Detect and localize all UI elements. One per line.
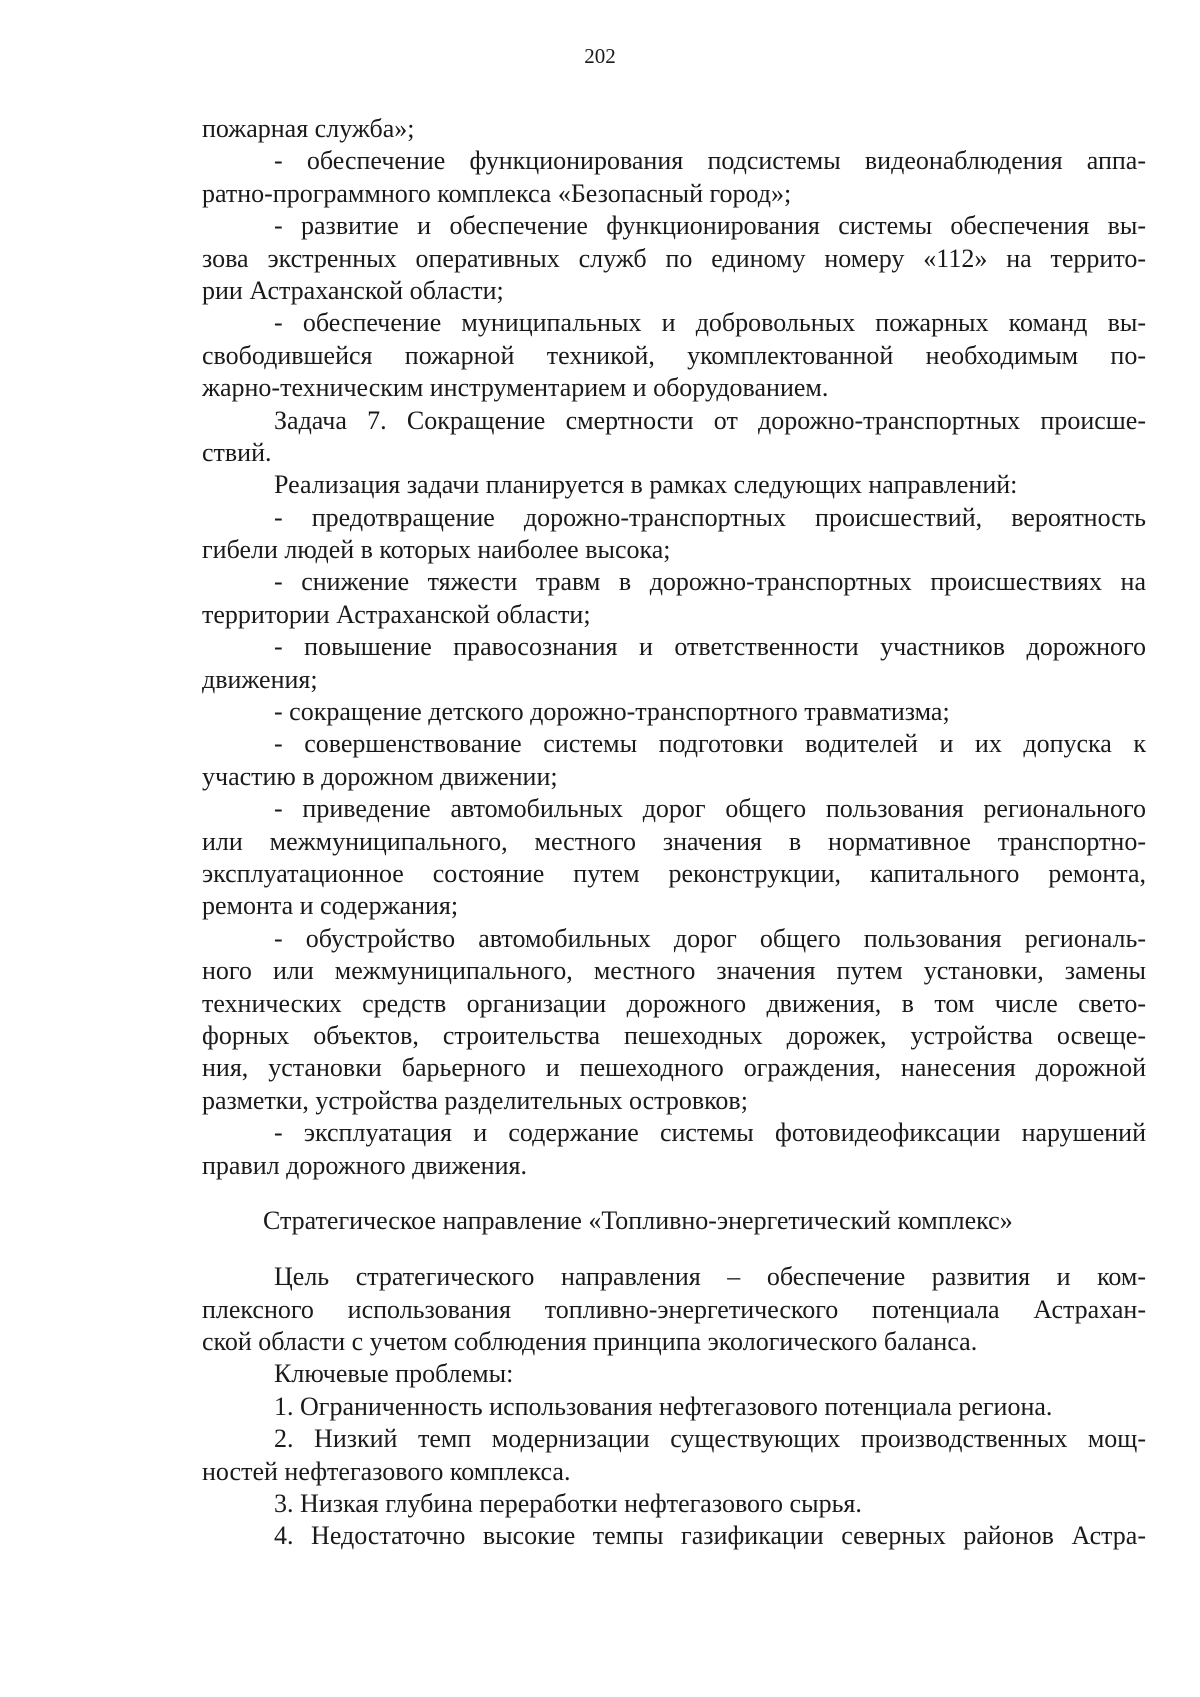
- text-line: 4. Недостаточно высокие темпы газификации северных районов Астра-: [274, 1521, 1146, 1551]
- text-line: - приведение автомобильных дорог общего пользования регионального: [274, 794, 1146, 824]
- text-line: - эксплуатация и содержание системы фотовидеофиксации нарушений: [274, 1118, 1146, 1148]
- section-heading: Стратегическое направление «Топливно-энергетический комплекс»: [263, 1205, 1013, 1235]
- text-line: 2. Низкий темп модернизации существующих производственных мощ-: [274, 1424, 1146, 1454]
- text-line: Задача 7. Сокращение смертности от дорожно-транспортных происше-: [274, 405, 1146, 435]
- text-line: участию в дорожном движении;: [202, 761, 558, 791]
- text-line: - обеспечение функционирования подсистемы видеонаблюдения аппа-: [274, 146, 1146, 176]
- text-line: технических средств организации дорожного движения, в том числе свето-: [202, 988, 1146, 1018]
- text-line: - обустройство автомобильных дорог общего пользования региональ-: [274, 923, 1146, 953]
- text-line: ской области с учетом соблюдения принципа экологического баланса.: [202, 1327, 978, 1357]
- text-line: ностей нефтегазового комплекса.: [202, 1456, 571, 1486]
- text-line: или межмуниципального, местного значения в нормативное транспортно-: [202, 826, 1146, 856]
- text-line: 3. Низкая глубина переработки нефтегазового сырья.: [274, 1489, 862, 1519]
- text-line: ствий.: [202, 437, 272, 467]
- text-line: Цель стратегического направления – обеспечение развития и ком-: [274, 1262, 1146, 1292]
- text-line: гибели людей в которых наиболее высока;: [202, 535, 671, 565]
- text-line: эксплуатационное состояние путем реконструкции, капитального ремонта,: [202, 858, 1146, 888]
- text-line: территории Астраханской области;: [202, 599, 591, 629]
- text-line: - совершенствование системы подготовки водителей и их допуска к: [274, 729, 1146, 759]
- text-line: - развитие и обеспечение функционирования системы обеспечения вы-: [274, 211, 1146, 241]
- text-line: - предотвращение дорожно-транспортных происшествий, вероятность: [274, 502, 1146, 532]
- text-line: 1. Ограниченность использования нефтегазового потенциала региона.: [274, 1391, 1053, 1421]
- text-line: ремонта и содержания;: [202, 891, 459, 921]
- text-line: жарно-техническим инструментарием и оборудованием.: [202, 373, 829, 403]
- text-line: пожарная служба»;: [202, 114, 415, 143]
- text-line: свободившейся пожарной техникой, укомплектованной необходимым по-: [202, 340, 1146, 370]
- text-line: правил дорожного движения.: [202, 1150, 527, 1180]
- text-line: - снижение тяжести травм в дорожно-транспортных происшествиях на: [274, 567, 1146, 597]
- text-line: - обеспечение муниципальных и добровольных пожарных команд вы-: [274, 308, 1146, 338]
- text-line: ния, установки барьерного и пешеходного ограждения, нанесения дорожной: [202, 1053, 1146, 1083]
- text-line: разметки, устройства разделительных островков;: [202, 1085, 748, 1115]
- text-line: ратно-программного комплекса «Безопасный город»;: [202, 178, 792, 208]
- page-number: 202: [584, 44, 616, 68]
- text-line: - сокращение детского дорожно-транспортного травматизма;: [274, 697, 950, 727]
- text-line: движения;: [202, 664, 318, 694]
- text-line: плексного использования топливно-энергетического потенциала Астрахан-: [202, 1294, 1146, 1324]
- page-body: [202, 113, 1146, 1553]
- text-line: Реализация задачи планируется в рамках следующих направлений:: [274, 470, 1018, 500]
- text-line: - повышение правосознания и ответственности участников дорожного: [274, 632, 1146, 662]
- text-line: рии Астраханской области;: [202, 275, 504, 305]
- text-line: форных объектов, строительства пешеходных дорожек, устройства освеще-: [202, 1020, 1146, 1050]
- text-line: Ключевые проблемы:: [274, 1359, 514, 1389]
- text-line: зова экстренных оперативных служб по единому номеру «112» на террито-: [202, 243, 1146, 273]
- body-text-before-heading: [202, 113, 1146, 1182]
- body-text-after-heading: [202, 1261, 1146, 1553]
- text-line: ного или межмуниципального, местного значения путем установки, замены: [202, 956, 1146, 986]
